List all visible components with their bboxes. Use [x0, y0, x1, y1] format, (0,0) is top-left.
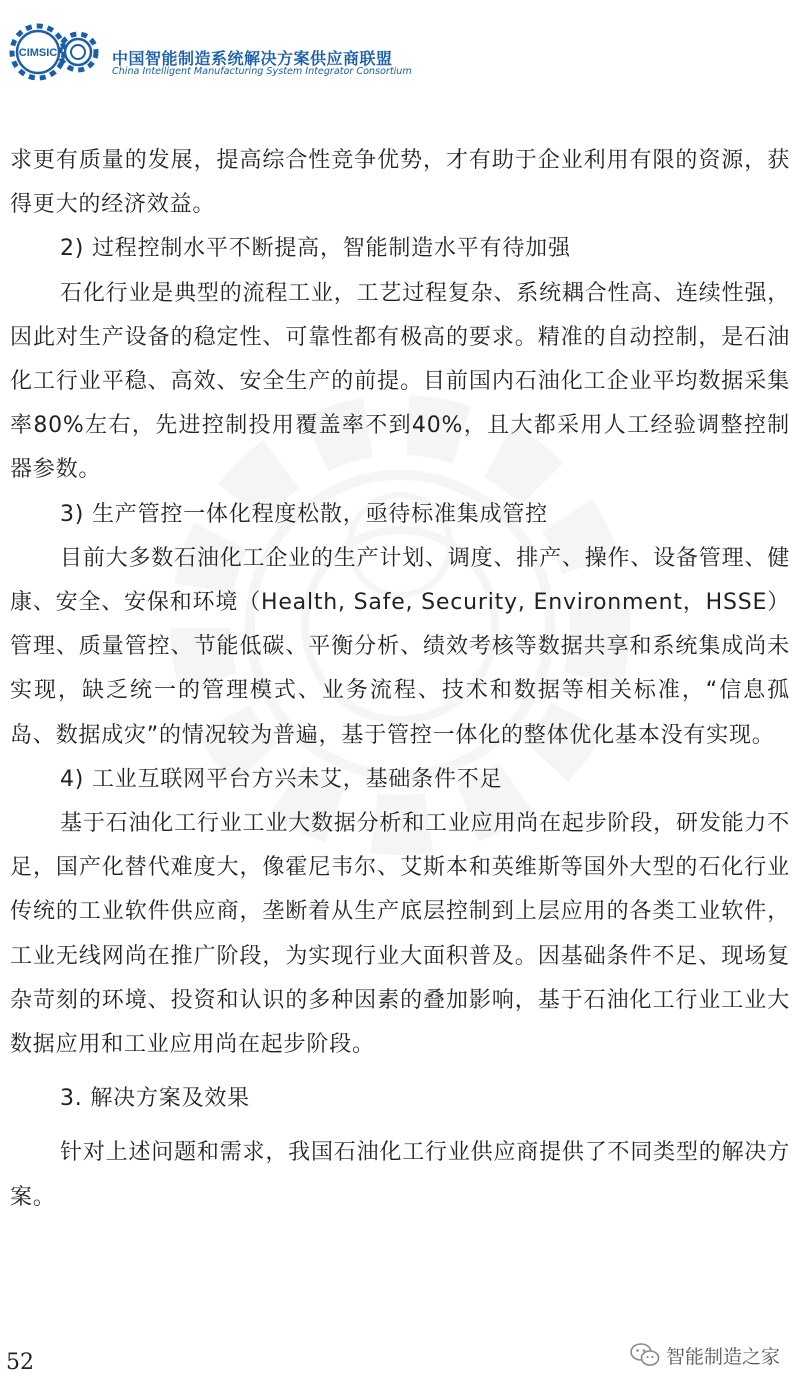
- document-body: [10, 139, 790, 1220]
- paragraph-integration: 目前大多数石油化工企业的生产计划、调度、排产、操作、设备管理、健康、安全、安保和环境（Health, Safe, Security, Environment，HSSE）管理、质量管控、节能低碳、平衡分析、绩效考核等数据共享和系统集成尚未实现，缺乏统一的管理模式、业务流程、技术和数据等相关标准，“信息孤岛、数据成灾”的情况较为普遍，基于管控一体化的整体优化基本没有实现。: [10, 545, 790, 748]
- subheading-integration: 3) 生产管控一体化程度松散，亟待标准集成管控: [60, 501, 548, 527]
- org-name-cn: 中国智能制造系统解决方案供应商联盟: [112, 49, 393, 68]
- page-header: [8, 10, 412, 90]
- paragraph-process-control: 石化行业是典型的流程工业，工艺过程复杂、系统耦合性高、连续性强，因此对生产设备的稳定性、可靠性都有极高的要求。精准的自动控制，是石油化工行业平稳、高效、安全生产的前提。目前国内石油化工企业平均数据采集率80%左右，先进控制投用覆盖率不到40%，且大都采用人工经验调整控制器参数。: [10, 280, 790, 483]
- org-name-en: China Intelligent Manufacturing System Integrator Consortium: [112, 66, 412, 77]
- page-number: 52: [6, 1350, 34, 1375]
- subheading-industrial-internet: 4) 工业互联网平台方兴未艾，基础条件不足: [60, 766, 503, 792]
- subheading-process-control: 2) 过程控制水平不断提高，智能制造水平有待加强: [60, 236, 571, 262]
- paragraph-industrial-internet: 基于石油化工行业工业大数据分析和工业应用尚在起步阶段，研发能力不足，国产化替代难度大，像霍尼韦尔、艾斯本和英维斯等国外大型的石化行业传统的工业软件供应商，垄断着从生产底层控制到上层应用的各类工业软件，工业无线网尚在推广阶段，为实现行业大面积普及。因基础条件不足、现场复杂苛刻的环境、投资和认识的多种因素的叠加影响，基于石油化工行业工业大数据应用和工业应用尚在起步阶段。: [10, 811, 790, 1058]
- logo-lettering: CIMSIC: [18, 47, 58, 59]
- wechat-icon: [630, 1342, 660, 1368]
- wechat-attribution: [630, 1340, 780, 1370]
- wechat-account-name: 智能制造之家: [665, 1345, 780, 1368]
- paragraph-solutions: 针对上述问题和需求，我国石油化工行业供应商提供了不同类型的解决方案。: [10, 1140, 790, 1210]
- paragraph-intro: 求更有质量的发展，提高综合性竞争优势，才有助于企业利用有限的资源，获得更大的经济效益。: [10, 148, 790, 218]
- cimsic-gear-logo-icon: [8, 14, 104, 90]
- section-heading-solutions: 3. 解决方案及效果: [60, 1086, 250, 1112]
